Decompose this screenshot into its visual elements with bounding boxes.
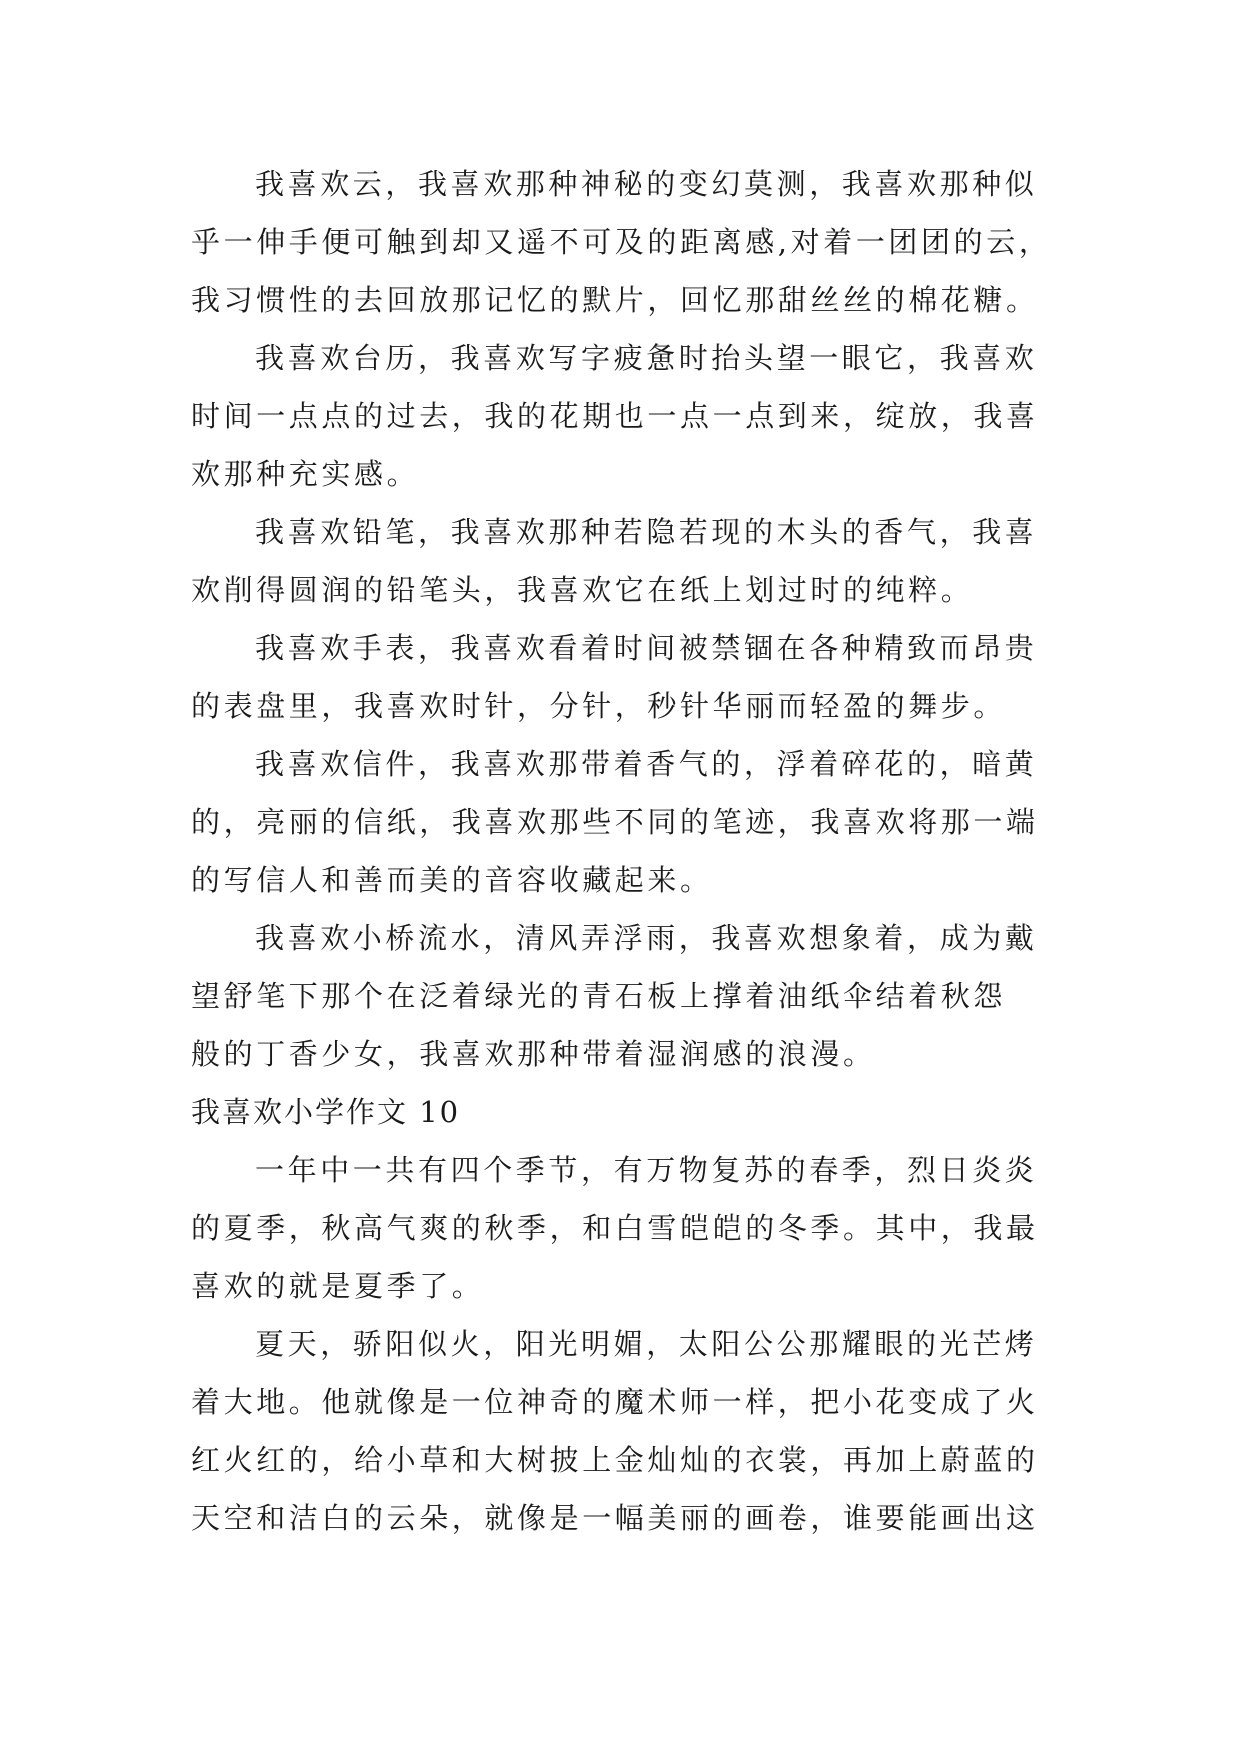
text-line: 欢那种充实感。 (191, 457, 420, 491)
text-line: 天空和洁白的云朵，就像是一幅美丽的画卷，谁要能画出这 (191, 1501, 1039, 1535)
text-line: 夏天，骄阳似火，阳光明媚，太阳公公那耀眼的光芒烤 (255, 1327, 1038, 1361)
text-line: 的写信人和善而美的音容收藏起来。 (191, 863, 713, 897)
paragraph (191, 1315, 1091, 1547)
section-heading: 我喜欢小学作文 10 (191, 1095, 461, 1129)
paragraph (191, 909, 1091, 1083)
paragraph (191, 503, 1091, 619)
document-body (191, 155, 1091, 1547)
paragraph (191, 1141, 1091, 1315)
text-line: 般的丁香少女，我喜欢那种带着湿润感的浪漫。 (191, 1037, 876, 1071)
text-line: 红火红的，给小草和大树披上金灿灿的衣裳，再加上蔚蓝的 (191, 1443, 1039, 1477)
text-line: 望舒笔下那个在泛着绿光的青石板上撑着油纸伞结着秋怨 (191, 979, 1007, 1013)
paragraph (191, 735, 1091, 909)
text-line: 一年中一共有四个季节，有万物复苏的春季，烈日炎炎 (255, 1153, 1038, 1187)
text-line: 我喜欢小桥流水，清风弄浮雨，我喜欢想象着，成为戴 (255, 921, 1038, 955)
paragraph (191, 155, 1091, 329)
text-line: 我习惯性的去回放那记忆的默片，回忆那甜丝丝的棉花糖。 (191, 283, 1039, 317)
text-line: 我喜欢铅笔，我喜欢那种若隐若现的木头的香气，我喜 (255, 515, 1038, 549)
text-line: 我喜欢云，我喜欢那种神秘的变幻莫测，我喜欢那种似 (255, 167, 1038, 201)
text-line: 乎一伸手便可触到却又遥不可及的距离感,对着一团团的云， (191, 225, 1052, 259)
paragraph (191, 329, 1091, 503)
text-line: 我喜欢手表，我喜欢看着时间被禁锢在各种精致而昂贵 (255, 631, 1038, 665)
text-line: 的，亮丽的信纸，我喜欢那些不同的笔迹，我喜欢将那一端 (191, 805, 1039, 839)
text-line: 的表盘里，我喜欢时针，分针，秒针华丽而轻盈的舞步。 (191, 689, 1007, 723)
text-line: 着大地。他就像是一位神奇的魔术师一样，把小花变成了火 (191, 1385, 1039, 1419)
text-line: 我喜欢信件，我喜欢那带着香气的，浮着碎花的，暗黄 (255, 747, 1038, 781)
text-line: 欢削得圆润的铅笔头，我喜欢它在纸上划过时的纯粹。 (191, 573, 974, 607)
paragraph (191, 619, 1091, 735)
text-line: 时间一点点的过去，我的花期也一点一点到来，绽放，我喜 (191, 399, 1039, 433)
text-line: 我喜欢台历，我喜欢写字疲惫时抬头望一眼它，我喜欢 (255, 341, 1038, 375)
text-line: 喜欢的就是夏季了。 (191, 1269, 485, 1303)
text-line: 的夏季，秋高气爽的秋季，和白雪皑皑的冬季。其中，我最 (191, 1211, 1039, 1245)
